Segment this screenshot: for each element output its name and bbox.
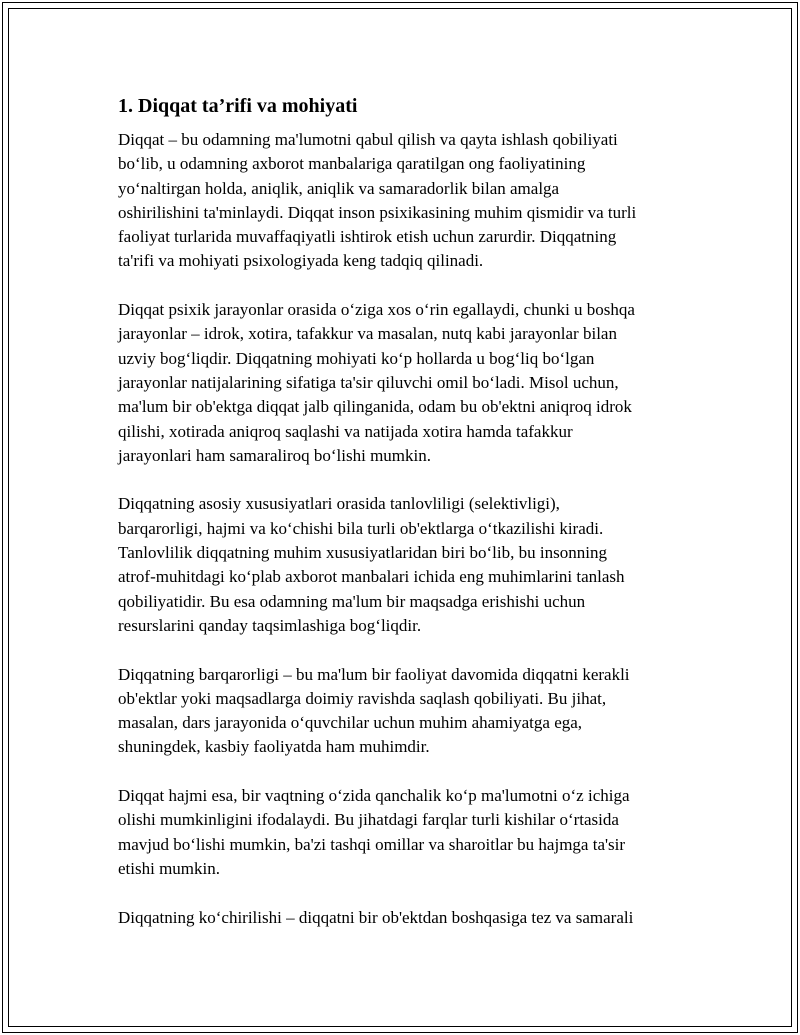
text-line: Diqqat hajmi esa, bir vaqtning o‘zida qanchalik ko‘p ma'lumotni o‘z ichiga [118,786,630,806]
text-line: atrof-muhitdagi ko‘plab axborot manbalari ichida eng muhimlarini tanlash [118,567,625,587]
text-line: Diqqat – bu odamning ma'lumotni qabul qilish va qayta ishlash qobiliyati [118,130,618,149]
text-line: qilishi, xotirada aniqroq saqlashi va natijada xotira hamda tafakkur [118,421,573,441]
paragraph-properties [118,492,678,638]
paragraph-definition [118,128,678,274]
text-line: ma'lum bir ob'ektga diqqat jalb qilinganida, odam bu ob'ektni aniqroq idrok [118,397,632,417]
text-line: Diqqatning asosiy xususiyatlari orasida tanlovliligi (selektivligi), [118,494,560,514]
text-line: resurslarini qanday taqsimlashiga bog‘liqdir. [118,615,422,635]
text-line: masalan, dars jarayonida o‘quvchilar uchun muhim ahamiyatga ega, [118,713,583,733]
section-heading: 1. Diqqat ta’rifi va mohiyati [118,95,358,117]
text-line: qobiliyatidir. Bu esa odamning ma'lum bir maqsadga erishishi uchun [118,591,586,611]
text-line: barqarorligi, hajmi va ko‘chishi bila turli ob'ektlarga o‘tkazilishi kiradi. [118,518,604,538]
text-line: oshirilishini ta'minlaydi. Diqqat inson psixikasining muhim qismidir va turli [118,202,637,222]
text-line: ta'rifi va mohiyati psixologiyada keng tadqiq qilinadi. [118,251,484,271]
text-line: jarayonlar – idrok, xotira, tafakkur va masalan, nutq kabi jarayonlar bilan [118,324,617,344]
paragraph-switching [118,906,678,930]
paragraph-psychic-processes [118,298,678,468]
text-line: Diqqat psixik jarayonlar orasida o‘ziga xos o‘rin egallaydi, chunki u boshqa [118,300,635,320]
text-line: faoliyat turlarida muvaffaqiyatli ishtirok etish uchun zarurdir. Diqqatning [118,227,617,247]
text-line: jarayonlar natijalarining sifatiga ta'sir qiluvchi omil bo‘ladi. Misol uchun, [118,372,619,392]
text-line: mavjud bo‘lishi mumkin, ba'zi tashqi omillar va sharoitlar bu hajmga ta'sir [118,834,626,854]
text-line: uzviy bog‘liqdir. Diqqatning mohiyati ko‘p hollarda u bog‘liq bo‘lgan [118,348,595,368]
text-line: yo‘naltirgan holda, aniqlik, aniqlik va samaradorlik bilan amalga [118,178,560,198]
text-line: Diqqatning ko‘chirilishi – diqqatni bir ob'ektdan boshqasiga tez va samarali [118,907,634,927]
text-line: Tanlovlilik diqqatning muhim xususiyatlaridan biri bo‘lib, bu insonning [118,543,607,563]
paragraph-stability [118,663,678,760]
text-line: Diqqatning barqarorligi – bu ma'lum bir faoliyat davomida diqqatni kerakli [118,664,630,684]
text-line: jarayonlari ham samaraliroq bo‘lishi mumkin. [118,445,432,465]
text-line: bo‘lib, u odamning axborot manbalariga qaratilgan ong faoliyatining [118,154,586,174]
paragraph-volume [118,784,678,881]
text-line: ob'ektlar yoki maqsadlarga doimiy ravishda saqlash qobiliyati. Bu jihat, [118,688,607,708]
text-line: olishi mumkinligini ifodalaydi. Bu jihatdagi farqlar turli kishilar o‘rtasida [118,810,619,830]
document-body [118,93,678,954]
text-line: shuningdek, kasbiy faoliyatda ham muhimdir. [118,737,430,757]
text-line: etishi mumkin. [118,858,220,878]
